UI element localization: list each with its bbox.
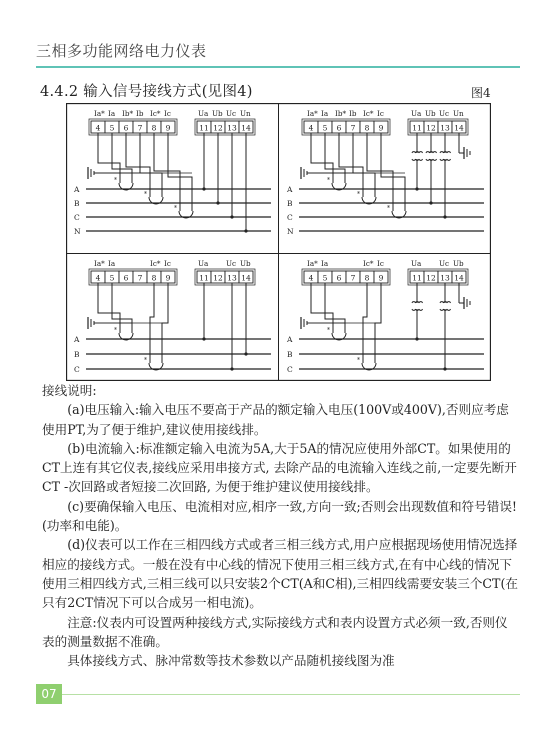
note-c: (c)要确保输入电压、电流相对应,相序一致,方向一致;否则会出现数值和符号错误!(功率和电能)。 <box>42 498 517 534</box>
phase-label: N <box>74 227 81 236</box>
pt-coil <box>426 152 430 153</box>
note-final: 具体接线方式、脉冲常数等技术参数以产品随机接线图为准 <box>67 653 395 669</box>
wire <box>311 133 333 183</box>
terminal-number: 4 <box>95 123 101 133</box>
terminal-number: 4 <box>308 273 314 283</box>
polarity-mark: * <box>357 357 360 364</box>
phase-label: C <box>74 365 80 374</box>
polarity-mark: * <box>327 327 330 334</box>
terminal-number: 11 <box>199 273 209 283</box>
pt-coil <box>412 152 416 153</box>
terminal-number: 7 <box>350 273 356 283</box>
phase-label: B <box>74 350 80 359</box>
wire <box>375 283 381 363</box>
terminal-number: 5 <box>109 273 115 283</box>
terminal-number: 13 <box>440 123 450 133</box>
terminal-number: 9 <box>165 273 171 283</box>
phase-label: C <box>287 213 293 222</box>
note-caution: 注意:仪表内可设置两种接线方式,实际接线方式和表内设置方式必须一致,否则仪表的测量数据不准确。 <box>42 614 508 649</box>
phase-label: N <box>287 227 294 236</box>
current-label: Ia <box>321 259 329 268</box>
polarity-mark: * <box>114 327 117 334</box>
current-label: Ic <box>377 259 384 268</box>
note-a: (a)电压输入:输入电压不要高于产品的额定输入电压(100V或400V),否则应考虑使用PT,为了便于维护,建议使用接线排。 <box>42 402 509 437</box>
pt-coil <box>440 309 444 310</box>
terminal-number: 13 <box>227 123 237 133</box>
terminal-number: 6 <box>123 273 129 283</box>
current-label: Ia <box>108 109 116 118</box>
note-b: (b)电流输入:标准额定输入电流为5A,大于5A的情况应使用外部CT。如果使用的CT上连有其它仪表,接线应采用串接方式, 去除产品的电流输入连线之前,一定要先断开CT -次回路或者短接二次回路, 为便于维护建议使用接线排。 <box>42 440 517 495</box>
pt-coil <box>419 152 423 153</box>
polarity-mark: * <box>327 177 330 184</box>
phase-label: B <box>287 350 293 359</box>
wire <box>98 133 120 183</box>
wiring-notes <box>42 381 518 670</box>
junction-dot <box>244 352 247 355</box>
pt-coil <box>419 309 423 310</box>
polarity-mark: * <box>114 177 117 184</box>
page-number: 07 <box>36 684 62 704</box>
terminal-number: 12 <box>213 123 223 133</box>
voltage-label: Ub <box>212 109 223 118</box>
panel-3wire-pt <box>286 259 484 374</box>
terminal-number: 11 <box>412 123 422 133</box>
polarity-mark: * <box>144 191 147 198</box>
voltage-label: Ua <box>198 259 209 268</box>
terminal-number: 4 <box>308 123 314 133</box>
terminal-number: 5 <box>322 273 328 283</box>
terminal-number: 14 <box>454 123 464 133</box>
pt-coil <box>412 309 416 310</box>
terminal-number: 8 <box>151 123 157 133</box>
wire <box>126 133 150 197</box>
terminal-number: 7 <box>137 123 143 133</box>
phase-label: B <box>287 199 293 208</box>
wire <box>325 133 345 183</box>
current-label: Ia* <box>94 109 105 118</box>
voltage-label: Ua <box>411 109 422 118</box>
current-label: Ic* <box>363 259 374 268</box>
voltage-label: Un <box>240 109 251 118</box>
voltage-label: Uc <box>439 259 450 268</box>
figure-label: 图4 <box>471 86 491 100</box>
header-divider <box>36 66 520 68</box>
notes-heading: 接线说明: <box>42 383 97 398</box>
terminal-number: 8 <box>151 273 157 283</box>
junction-dot <box>443 367 446 370</box>
wire <box>112 133 132 183</box>
current-label: Ic* <box>150 109 161 118</box>
header-title: 三相多功能网络电力仪表 <box>36 42 207 60</box>
terminal-number: 12 <box>426 123 436 133</box>
junction-dot <box>230 215 233 218</box>
current-label: Ia <box>321 109 329 118</box>
pt-coil <box>412 302 416 303</box>
terminal-number: 5 <box>322 123 328 133</box>
terminal-number: 7 <box>350 123 356 133</box>
phase-label: C <box>74 213 80 222</box>
terminal-number: 5 <box>109 123 115 133</box>
pt-coil <box>419 159 423 160</box>
current-label: Ib <box>349 109 357 118</box>
terminal-number: 6 <box>336 123 342 133</box>
pt-coil <box>440 302 444 303</box>
junction-dot <box>230 367 233 370</box>
panel-4wire-direct <box>73 109 271 236</box>
phase-label: B <box>74 199 80 208</box>
footer-divider <box>62 694 520 695</box>
wire <box>325 283 345 333</box>
pt-coil <box>426 159 430 160</box>
current-label: Ic <box>164 109 171 118</box>
phase-label: A <box>287 335 293 344</box>
pt-coil <box>433 152 437 153</box>
current-label: Ia* <box>94 259 105 268</box>
terminal-number: 4 <box>95 273 101 283</box>
current-label: Ic* <box>150 259 161 268</box>
wire <box>154 133 180 211</box>
terminal-number: 9 <box>378 123 384 133</box>
current-label: Ic <box>164 259 171 268</box>
junction-dot <box>216 201 219 204</box>
current-label: Ia* <box>307 109 318 118</box>
phase-label: A <box>74 335 80 344</box>
junction-dot <box>202 187 205 190</box>
polarity-mark: * <box>357 191 360 198</box>
polarity-mark: * <box>387 205 390 212</box>
terminal-number: 11 <box>199 123 209 133</box>
note-d: (d)仪表可以工作在三相四线方式或者三相三线方式,用户应根据现场使用情况选择相应的接线方式。一般在没有中心线的情况下使用三相三线方式,在有中心线的情况下使用三相四线方式,三相三线可以只安装2个CT(A和C相),三相四线需要安装三个CT(在只有2CT情况下可以合成另一相电流)。 <box>42 537 518 611</box>
voltage-label: Ua <box>411 259 422 268</box>
terminal-number: 13 <box>227 273 237 283</box>
wire <box>140 133 162 197</box>
section-title: 4.4.2 输入信号接线方式(见图4) <box>40 84 253 100</box>
current-label: Ia* <box>307 259 318 268</box>
pt-coil <box>433 159 437 160</box>
junction-dot <box>244 229 247 232</box>
terminal-number: 14 <box>241 273 251 283</box>
terminal-number: 7 <box>137 273 143 283</box>
wire <box>353 133 375 197</box>
terminal-number: 12 <box>213 273 223 283</box>
junction-dot <box>202 337 205 340</box>
panel-4wire-pt <box>286 109 484 236</box>
terminal-number: 8 <box>364 123 370 133</box>
phase-label: A <box>287 185 293 194</box>
terminal-number: 12 <box>426 273 436 283</box>
phase-label: A <box>74 185 80 194</box>
pt-coil <box>447 309 451 310</box>
pt-coil <box>447 302 451 303</box>
pt-coil <box>412 159 416 160</box>
pt-coil <box>440 159 444 160</box>
polarity-mark: * <box>174 205 177 212</box>
current-label: Ic* <box>363 109 374 118</box>
wire <box>98 283 120 333</box>
pt-coil <box>440 152 444 153</box>
voltage-label: Uc <box>226 109 237 118</box>
junction-dot <box>415 187 418 190</box>
current-label: Ic <box>377 109 384 118</box>
panel-3wire-direct <box>73 259 271 374</box>
voltage-label: Ub <box>240 259 251 268</box>
wire <box>162 283 168 363</box>
terminal-number: 6 <box>123 123 129 133</box>
voltage-label: Ua <box>198 109 209 118</box>
voltage-label: Uc <box>439 109 450 118</box>
junction-dot <box>443 215 446 218</box>
wire <box>311 283 333 333</box>
wire <box>112 283 132 333</box>
pt-coil <box>447 159 451 160</box>
current-label: Ib* <box>335 109 347 118</box>
terminal-number: 14 <box>454 273 464 283</box>
voltage-label: Ub <box>453 259 464 268</box>
wire <box>367 133 393 211</box>
junction-dot <box>415 337 418 340</box>
current-label: Ib <box>136 109 144 118</box>
current-label: Ia <box>108 259 116 268</box>
voltage-label: Ub <box>425 109 436 118</box>
terminal-number: 9 <box>378 273 384 283</box>
terminal-number: 13 <box>440 273 450 283</box>
voltage-label: Uc <box>226 259 237 268</box>
polarity-mark: * <box>144 357 147 364</box>
pt-coil <box>447 152 451 153</box>
pt-coil <box>419 302 423 303</box>
phase-label: C <box>287 365 293 374</box>
terminal-number: 6 <box>336 273 342 283</box>
terminal-number: 11 <box>412 273 422 283</box>
terminal-number: 14 <box>241 123 251 133</box>
current-label: Ib* <box>122 109 134 118</box>
voltage-label: Un <box>453 109 464 118</box>
wiring-diagram <box>66 103 491 381</box>
terminal-number: 8 <box>364 273 370 283</box>
wire <box>339 133 363 197</box>
junction-dot <box>429 201 432 204</box>
terminal-number: 9 <box>165 123 171 133</box>
